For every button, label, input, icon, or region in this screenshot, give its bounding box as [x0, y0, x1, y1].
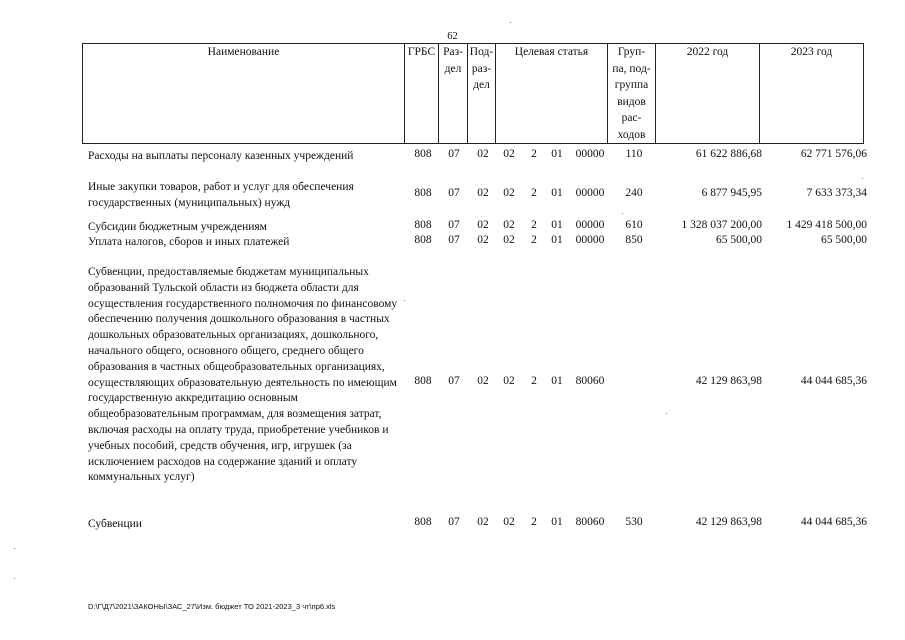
row-ts2: 2: [531, 516, 537, 528]
header-podrazdel: Под- раз- дел: [468, 44, 496, 144]
row-name: Субсидии бюджетным учреждениям: [88, 221, 267, 233]
file-path-footer: D:\Г\Д7\2021\ЗАКОНЫ\ЗАС_27\Изм. бюджет ТО 2021-2023_3 чт\пр6.xls: [88, 602, 336, 611]
row-razdel: 07: [448, 234, 460, 246]
row-razdel: 07: [448, 516, 460, 528]
row-ts4: 00000: [575, 219, 605, 231]
row-grbs: 808: [414, 516, 432, 528]
scan-speck: [14, 578, 15, 579]
row-ts2: 2: [531, 187, 537, 199]
row-razdel: 07: [448, 375, 460, 387]
row-podrazdel: 02: [477, 219, 489, 231]
row-2023: 65 500,00: [821, 234, 867, 246]
row-2022: 1 328 037 200,00: [681, 219, 762, 231]
row-ts2: 2: [531, 375, 537, 387]
scan-speck: [666, 413, 667, 414]
scan-speck: [622, 213, 623, 214]
row-ts4: 80060: [575, 516, 605, 528]
row-grbs: 808: [414, 187, 432, 199]
row-podrazdel: 02: [477, 516, 489, 528]
row-ts1: 02: [503, 516, 515, 528]
header-grbs: ГРБС: [405, 44, 439, 144]
row-ts1: 02: [503, 187, 515, 199]
scan-speck: [14, 548, 15, 549]
row-2022: 42 129 863,98: [695, 516, 762, 528]
row-grbs: 808: [414, 148, 432, 160]
row-razdel: 07: [448, 219, 460, 231]
row-ts1: 02: [503, 219, 515, 231]
row-ts3: 01: [551, 148, 563, 160]
row-ts2: 2: [531, 148, 537, 160]
row-2023: 44 044 685,36: [800, 375, 867, 387]
row-2023: 1 429 418 500,00: [786, 219, 867, 231]
row-ts3: 01: [551, 516, 563, 528]
scan-speck: [404, 300, 405, 301]
row-ts4: 00000: [575, 234, 605, 246]
row-name: Субвенции: [88, 518, 142, 530]
row-group: 610: [625, 219, 643, 231]
row-podrazdel: 02: [477, 234, 489, 246]
row-ts3: 01: [551, 219, 563, 231]
row-ts2: 2: [531, 234, 537, 246]
row-ts4: 80060: [575, 375, 605, 387]
table-header: [82, 43, 864, 144]
row-ts1: 02: [503, 234, 515, 246]
scan-speck: [862, 178, 863, 179]
row-name: Уплата налогов, сборов и иных платежей: [88, 236, 290, 248]
row-2022: 6 877 945,95: [701, 187, 762, 199]
row-2022: 42 129 863,98: [695, 375, 762, 387]
row-grbs: 808: [414, 375, 432, 387]
header-2023: 2023 год: [760, 44, 864, 144]
row-ts1: 02: [503, 148, 515, 160]
row-name: Расходы на выплаты персоналу казенных учреждений: [88, 150, 354, 162]
row-2022: 65 500,00: [716, 234, 762, 246]
row-podrazdel: 02: [477, 375, 489, 387]
row-2023: 7 633 373,34: [806, 187, 867, 199]
row-podrazdel: 02: [477, 148, 489, 160]
row-name: Иные закупки товаров, работ и услуг для обеспечения государственных (муниципальных) нужд: [88, 181, 354, 209]
row-2023: 44 044 685,36: [800, 516, 867, 528]
scan-speck: [510, 22, 511, 23]
row-ts4: 00000: [575, 187, 605, 199]
row-razdel: 07: [448, 148, 460, 160]
header-target-article: Целевая статья: [496, 44, 608, 144]
header-group: Груп- па, под- группа видов рас- ходов: [608, 44, 656, 144]
row-ts3: 01: [551, 234, 563, 246]
header-name: Наименование: [83, 44, 405, 144]
row-podrazdel: 02: [477, 187, 489, 199]
row-grbs: 808: [414, 234, 432, 246]
row-ts2: 2: [531, 219, 537, 231]
header-2022: 2022 год: [656, 44, 760, 144]
row-razdel: 07: [448, 187, 460, 199]
row-2022: 61 622 886,68: [695, 148, 762, 160]
row-group: 530: [625, 516, 643, 528]
row-2023: 62 771 576,06: [800, 148, 867, 160]
page-number: 62: [447, 31, 458, 42]
row-group: 850: [625, 234, 643, 246]
row-group: 240: [625, 187, 643, 199]
row-ts1: 02: [503, 375, 515, 387]
row-name: Субвенции, предоставляемые бюджетам муниципальных образований Тульской области из бюджета области для осуществления государственного полномочия по финансовому обеспечению получения дошкольного образования в частных дошкольных образовательных организациях, дошкольного, начального общего, основного общего, среднего общего образования в частных общеобразовательных организациях, осуществляющих образовательную деятельность по имеющим государственную аккредитацию основным общеобразовательным программам, для возмещения затрат, включая расходы на оплату труда, приобретение учебников и учебных пособий, средств обучения, игр, игрушек (за исключением расходов на содержание зданий и оплату коммунальных услуг): [88, 266, 398, 484]
row-grbs: 808: [414, 219, 432, 231]
row-ts3: 01: [551, 375, 563, 387]
header-razdel: Раз- дел: [439, 44, 468, 144]
row-ts4: 00000: [575, 148, 605, 160]
row-ts3: 01: [551, 187, 563, 199]
row-group: 110: [625, 148, 643, 160]
